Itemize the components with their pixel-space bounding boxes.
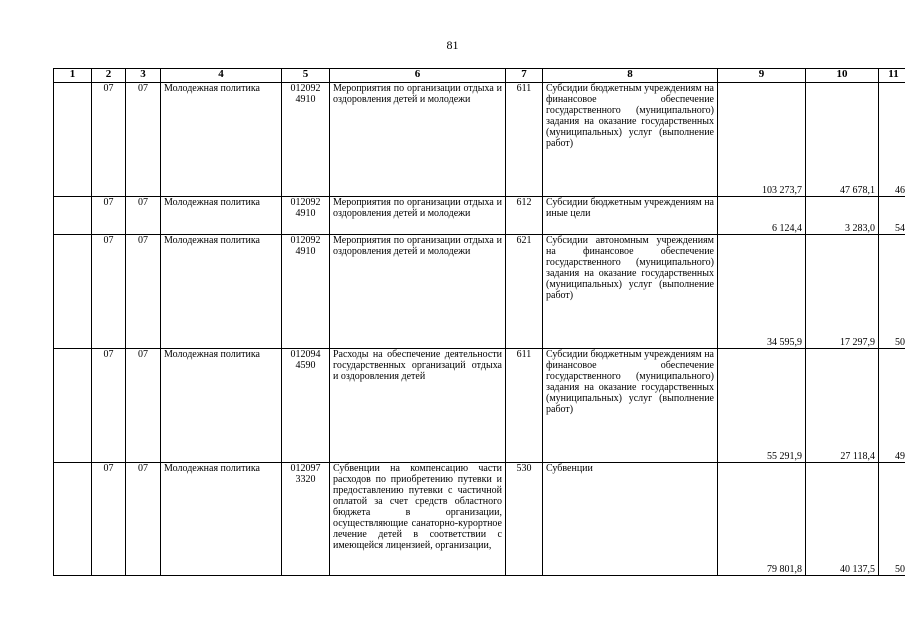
cell-expense-name: Субсидии автономным учреждениям на финансовое обеспечение государственного (муниципального) задания на оказание государственных (муниципальных) услуг (выполнение работ): [543, 235, 718, 349]
cell-section: 07: [92, 349, 126, 463]
column-header-10: 10: [806, 69, 879, 83]
cell-actual-amount: 27 118,4: [806, 349, 879, 463]
cell-expense-name: Субсидии бюджетным учреждениям на иные цели: [543, 197, 718, 235]
cell-section-name: Молодежная политика: [161, 463, 282, 576]
cell-target-article: 012094 4590: [282, 349, 330, 463]
cell-expense-name: Субсидии бюджетным учреждениям на финансовое обеспечение государственного (муниципального) задания на оказание государственных (муниципальных) услуг (выполнение работ): [543, 349, 718, 463]
column-header-7: 7: [506, 69, 543, 83]
cell-index: [54, 235, 92, 349]
cell-index: [54, 349, 92, 463]
cell-plan-amount: 34 595,9: [718, 235, 806, 349]
column-header-5: 5: [282, 69, 330, 83]
cell-target-article: 012097 3320: [282, 463, 330, 576]
cell-actual-amount: 17 297,9: [806, 235, 879, 349]
table-row: [54, 197, 905, 235]
cell-index: [54, 83, 92, 197]
cell-section: 07: [92, 235, 126, 349]
column-header-6: 6: [330, 69, 506, 83]
column-header-4: 4: [161, 69, 282, 83]
cell-section: 07: [92, 463, 126, 576]
cell-article-name: Мероприятия по организации отдыха и оздоровления детей и молодежи: [330, 197, 506, 235]
cell-percent: 46: [879, 83, 905, 197]
cell-percent: 50: [879, 235, 905, 349]
cell-expense-type: 611: [506, 83, 543, 197]
cell-target-article: 012092 4910: [282, 197, 330, 235]
cell-section-name: Молодежная политика: [161, 349, 282, 463]
column-header-1: 1: [54, 69, 92, 83]
cell-article-name: Расходы на обеспечение деятельности государственных организаций отдыха и оздоровления детей: [330, 349, 506, 463]
cell-expense-type: 621: [506, 235, 543, 349]
column-header-11: 11: [879, 69, 905, 83]
cell-expense-type: 530: [506, 463, 543, 576]
cell-target-article: 012092 4910: [282, 235, 330, 349]
cell-section: 07: [92, 83, 126, 197]
cell-subsection: 07: [126, 197, 161, 235]
column-header-8: 8: [543, 69, 718, 83]
cell-article-name: Мероприятия по организации отдыха и оздоровления детей и молодежи: [330, 83, 506, 197]
cell-percent: 50: [879, 463, 905, 576]
table-row: [54, 83, 905, 197]
column-header-2: 2: [92, 69, 126, 83]
cell-actual-amount: 40 137,5: [806, 463, 879, 576]
cell-plan-amount: 79 801,8: [718, 463, 806, 576]
cell-plan-amount: 55 291,9: [718, 349, 806, 463]
cell-subsection: 07: [126, 349, 161, 463]
column-header-9: 9: [718, 69, 806, 83]
cell-expense-name: Субсидии бюджетным учреждениям на финансовое обеспечение государственного (муниципального) задания на оказание государственных (муниципальных) услуг (выполнение работ): [543, 83, 718, 197]
table-row: [54, 235, 905, 349]
cell-section-name: Молодежная политика: [161, 197, 282, 235]
cell-actual-amount: 3 283,0: [806, 197, 879, 235]
table-row: [54, 463, 905, 576]
table-row: [54, 349, 905, 463]
cell-target-article: 012092 4910: [282, 83, 330, 197]
header-row: [54, 69, 905, 83]
cell-index: [54, 463, 92, 576]
cell-percent: 49: [879, 349, 905, 463]
cell-expense-type: 612: [506, 197, 543, 235]
cell-percent: 54: [879, 197, 905, 235]
page-number: 81: [446, 38, 459, 52]
cell-expense-name: Субвенции: [543, 463, 718, 576]
cell-subsection: 07: [126, 83, 161, 197]
cell-subsection: 07: [126, 235, 161, 349]
budget-table: [53, 68, 905, 576]
cell-subsection: 07: [126, 463, 161, 576]
cell-section: 07: [92, 197, 126, 235]
cell-index: [54, 197, 92, 235]
cell-plan-amount: 103 273,7: [718, 83, 806, 197]
column-header-3: 3: [126, 69, 161, 83]
cell-section-name: Молодежная политика: [161, 83, 282, 197]
cell-article-name: Мероприятия по организации отдыха и оздоровления детей и молодежи: [330, 235, 506, 349]
cell-actual-amount: 47 678,1: [806, 83, 879, 197]
cell-section-name: Молодежная политика: [161, 235, 282, 349]
cell-expense-type: 611: [506, 349, 543, 463]
cell-plan-amount: 6 124,4: [718, 197, 806, 235]
cell-article-name: Субвенции на компенсацию части расходов по приобретению путевки и предоставлению путевки с частичной оплатой за счет средств областного бюджета в организации, осуществляющие санаторно-курортное лечение детей в соответствии с имеющейся лицензией, организации,: [330, 463, 506, 576]
